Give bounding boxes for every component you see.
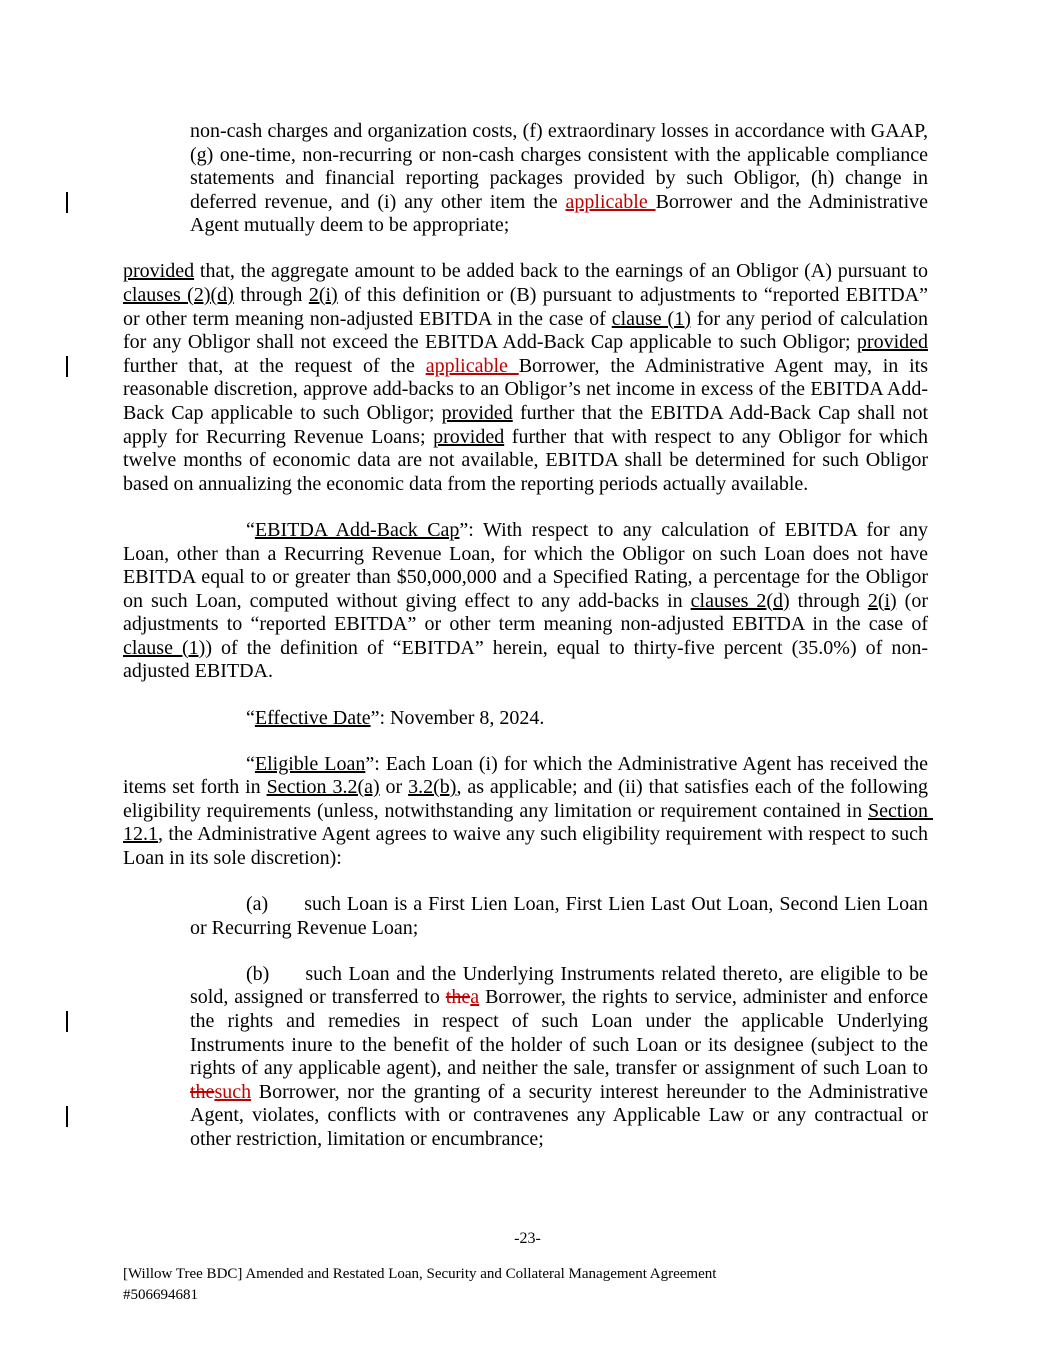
- footer-doc-reference: [Willow Tree BDC] Amended and Restated Loan, Security and Collateral Management Agreement: [123, 1266, 717, 1282]
- change-bar: [66, 1106, 68, 1127]
- text-run: such Loan and the Underlying Instruments related thereto, are eligible to be sold, assigned or transferred to: [190, 962, 933, 1009]
- underlined-text: clause (1): [611, 307, 691, 330]
- underlined-text: provided: [123, 260, 195, 283]
- text-run: , as applicable; and (ii) that satisfies each of the following eligibility requirements (unless, notwithstanding any limitation or requirement contained in: [123, 776, 933, 822]
- text-run: for any period of calculation for any Obligor shall not exceed the EBITDA Add-Back Cap applicable to such Obligor;: [123, 307, 933, 354]
- text-run: (a): [246, 893, 269, 916]
- change-bar: [66, 356, 68, 377]
- deleted-text: the: [190, 1080, 215, 1103]
- text-run: non-cash charges and organization costs, (f) extraordinary losses in accordance with GAAP, (g) one-time, non-recurring or non-cash charges consistent with the applicable compliance statements and financial reporting packages provided by such Obligor, (h) change in deferred revenue, and (i) any other item the: [190, 120, 933, 213]
- text-run: further that the EBITDA Add-Back Cap shall not apply for Recurring Revenue Loans;: [123, 402, 933, 448]
- text-run: of this definition or (B) pursuant to adjustments to “reported EBITDA” or other term meaning non-adjusted EBITDA in the case of: [123, 284, 933, 330]
- text-run: Borrower, the Administrative Agent may, in its reasonable discretion, approve add-backs to an Obligor’s net income in excess of the EBITDA Add-Back Cap applicable to such Obligor;: [123, 354, 934, 425]
- document-body: [123, 120, 934, 1152]
- text-run: ”: Each Loan (i) for which the Administrative Agent has received the items set forth in: [123, 752, 933, 799]
- eligibility-item-a: [190, 893, 933, 940]
- text-run: “: [246, 518, 255, 541]
- text-run: through: [789, 589, 868, 612]
- underlined-text: Section 3.2(a): [266, 776, 380, 799]
- deleted-text: the: [445, 986, 471, 1009]
- text-run: Borrower, nor the granting of a security interest hereunder to the Administrative Agent, violates, conflicts with or contravenes any Applicable Law or any contractual or other restriction, limitation or encumbrance;: [190, 1080, 933, 1150]
- text-run: Borrower, the rights to service, administer and enforce the rights and remedies in respect of such Loan under the applicable Underlying Instruments inure to the benefit of the holder of such Loan or its designee (subject to the rights of any applicable agent), and neither the sale, transfer or assignment of such Loan to: [190, 986, 933, 1080]
- inserted-text: such: [214, 1080, 252, 1103]
- definition-eligible-loan: [123, 752, 933, 871]
- text-run: ”: November 8, 2024.: [370, 706, 545, 729]
- change-bar: [66, 192, 68, 213]
- underlined-text: EBITDA Add-Back Cap: [254, 518, 460, 541]
- underlined-text: clause (1): [123, 636, 206, 659]
- text-run: , the Administrative Agent agrees to waive any such eligibility requirement with respect to such Loan in its sole discretion):: [123, 823, 933, 870]
- text-run: further that with respect to any Obligor for which twelve months of economic data are not available, EBITDA shall be determined for such Obligor based on annualizing the economic data from the reporting periods actually available.: [123, 425, 933, 495]
- text-run: or: [379, 776, 409, 799]
- underlined-text: 2(i): [867, 589, 897, 612]
- proviso-paragraph: [123, 260, 934, 496]
- page-number: -23-: [514, 1230, 541, 1247]
- underlined-text: provided: [441, 402, 513, 425]
- footer-doc-number: #506694681: [123, 1287, 198, 1303]
- text-run: such Loan is a First Lien Loan, First Lien Last Out Loan, Second Lien Loan or Recurring Revenue Loan;: [190, 893, 933, 939]
- definition-effective-date: [123, 707, 928, 731]
- inserted-text: applicable: [565, 190, 656, 213]
- definition-continuation-paragraph: [190, 120, 933, 238]
- text-run: that, the aggregate amount to be added back to the earnings of an Obligor (A) pursuant to: [194, 260, 933, 283]
- text-run: “: [246, 752, 255, 775]
- text-run: ) of the definition of “EBITDA” herein, equal to thirty-five percent (35.0%) of non-adjusted EBITDA.: [123, 636, 928, 683]
- inserted-text: applicable: [425, 354, 519, 377]
- text-run: through: [233, 284, 309, 307]
- underlined-text: Effective Date: [254, 706, 371, 729]
- change-bar: [66, 1011, 68, 1032]
- underlined-text: clauses 2(d): [690, 589, 790, 612]
- definition-ebitda-add-back-cap: [123, 518, 934, 684]
- text-run: ”: With respect to any calculation of EBITDA for any Loan, other than a Recurring Revenue Loan, for which the Obligor on such Loan does not have EBITDA equal to or greater than $50,000,000 and a Specified Rating, a percentage for the Obligor on such Loan, computed without giving effect to any add-backs in: [123, 518, 934, 612]
- text-run: Borrower and the Administrative Agent mutually deem to be appropriate;: [190, 190, 932, 237]
- underlined-text: provided: [433, 425, 505, 448]
- text-run: “: [246, 706, 255, 729]
- inserted-text: a: [470, 986, 480, 1009]
- underlined-text: clauses (2)(d): [123, 284, 234, 307]
- text-run: further that, at the request of the: [123, 331, 933, 377]
- underlined-text: provided: [856, 331, 928, 354]
- underlined-text: 2(i): [308, 284, 338, 307]
- text-run: (or adjustments to “reported EBITDA” or other term meaning non-adjusted EBITDA in the case of: [123, 589, 934, 636]
- underlined-text: 3.2(b): [408, 776, 457, 799]
- underlined-text: Eligible Loan: [254, 752, 366, 775]
- text-run: (b): [246, 962, 270, 985]
- underlined-text: Section 12.1: [123, 799, 933, 846]
- eligibility-item-b: [190, 962, 933, 1152]
